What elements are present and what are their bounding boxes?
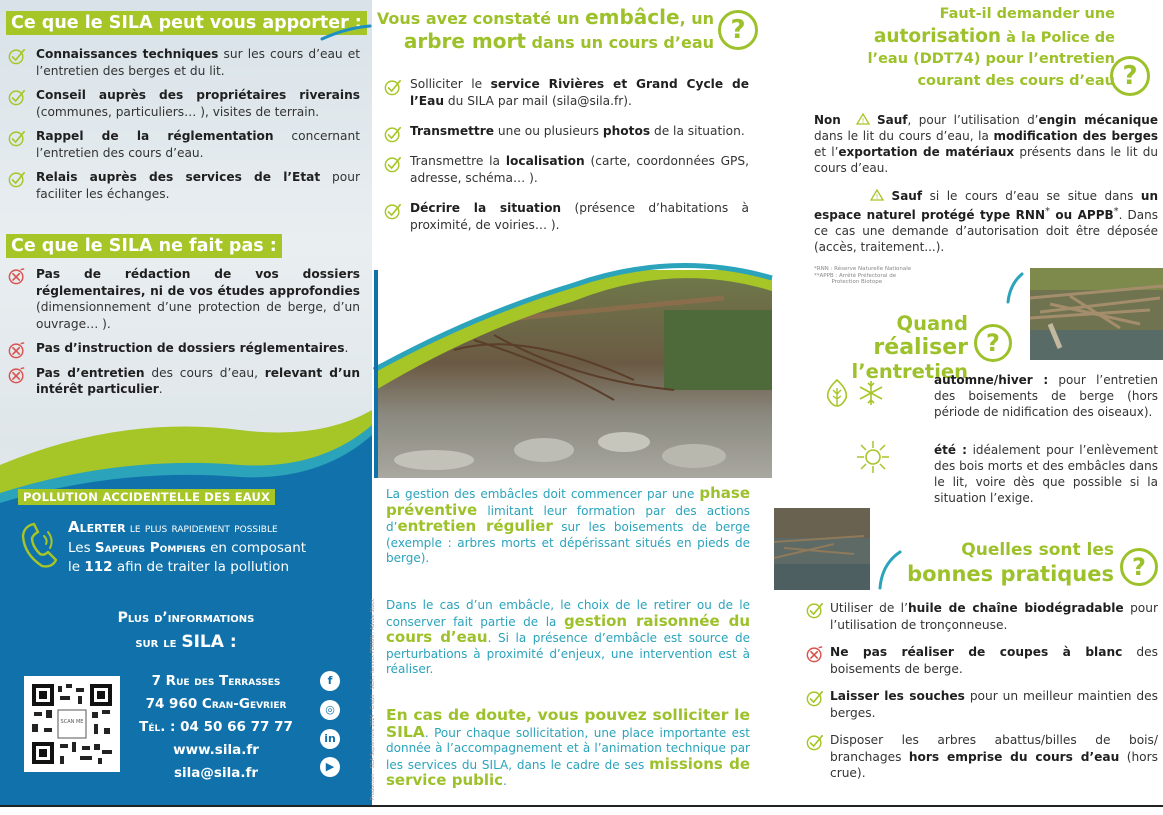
header-sila-cannot: Ce que le SILA ne fait pas : [6, 234, 282, 258]
authorisation-title: Faut-il demander une autorisation à la Police de l’eau (DDT74) pour l’entretien courant des cours d’eau [867, 6, 1115, 89]
river-debris-photo [774, 508, 870, 590]
svg-text:!: ! [861, 117, 865, 125]
leaf-icon [824, 378, 850, 408]
check-icon [8, 47, 26, 65]
check-icon [8, 88, 26, 106]
question-mark-icon: ? [1110, 56, 1150, 96]
practices-list [806, 600, 1158, 793]
list-item: Transmettre une ou plusieurs photos de la situation. [384, 123, 749, 140]
list-sila-can [8, 46, 360, 210]
check-icon [806, 689, 824, 707]
check-icon [384, 155, 402, 173]
check-icon [384, 78, 402, 96]
cross-icon [8, 341, 26, 359]
qr-code[interactable] [24, 676, 120, 772]
decorative-swoosh-icon [320, 24, 372, 42]
summer-text: été : idéalement pour l’enlèvement des bois morts et des embâcles dans le lit, voire dès que possible si la situation l’exige. [934, 443, 1158, 505]
list-item: Rappel de la réglementation concernant l’entretien des cours d’eau. [8, 128, 360, 161]
check-icon [8, 170, 26, 188]
instagram-icon[interactable]: ◎ [320, 700, 340, 720]
warning-icon [856, 113, 870, 125]
embacle-title: Vous avez constaté un embâcle, un arbre mort dans un cours d’eau [376, 5, 714, 53]
when-title: Quand réaliser l’entretien [851, 312, 968, 383]
phone-number: Tél. : 04 50 66 77 77 [139, 719, 293, 735]
header-sila-can: Ce que le SILA peut vous apporter : [6, 11, 367, 35]
decorative-swoosh-icon [1004, 272, 1026, 306]
list-item: Disposer les arbres abattus/billes de bois/ branchages hors emprise du cours d’eau (hors crue). [806, 732, 1158, 782]
check-icon [8, 129, 26, 147]
qr-scan-label: SCAN ME [60, 719, 84, 725]
contact-address: 7 Rue des Terrasses 74 960 Cran-Gevrier Tél. : 04 50 66 77 77 www.sila.fr sila@sila.fr [116, 670, 316, 785]
winter-text: automne/hiver : pour l’entretien des boisements de berge (hors période de nidification des oiseaux). [934, 373, 1158, 419]
list-item: Connaissances techniques sur les cours d’eau et l’entretien des berges et du lit. [8, 46, 360, 79]
snowflake-icon [858, 380, 884, 406]
check-icon [806, 601, 824, 619]
linkedin-icon[interactable]: in [320, 729, 340, 749]
list-item: Solliciter le service Rivières et Grand Cycle de l’Eau du SILA par mail (sila@sila.fr). [384, 76, 749, 110]
sun-icon [856, 440, 890, 474]
question-mark-icon: ? [1120, 548, 1158, 586]
list-item: Pas d’instruction de dossiers réglementaires. [8, 340, 360, 357]
cross-icon [8, 366, 26, 384]
list-item: Relais auprès des services de l’Etat pour faciliter les échanges. [8, 169, 360, 202]
youtube-icon[interactable]: ▶ [320, 757, 340, 777]
decorative-swoosh-icon [874, 548, 904, 592]
river-embacle-photo [374, 270, 772, 478]
pollution-title: POLLUTION ACCIDENTELLE DES EAUX [18, 489, 275, 505]
question-mark-icon: ? [718, 10, 758, 50]
embacle-steps-list [384, 76, 749, 247]
email-link[interactable]: sila@sila.fr [174, 765, 258, 781]
list-item: Pas de rédaction de vos dossiers réglementaires, ni de vos études approfondies (dimensionnement d’une protection de berge, d’un ouvrage… ). [8, 266, 360, 332]
panel-embacle [370, 0, 772, 805]
cross-icon [806, 645, 824, 663]
warning-icon [870, 189, 884, 201]
prevention-paragraph: La gestion des embâcles doit commencer par une phase préventive limitant leur formation par des actions d’entretien régulier sur les boisements de berge (exemple : arbres morts et dépérissant situés en pieds de berge). [386, 484, 750, 565]
list-item: Ne pas réaliser de coupes à blanc des boisements de berge. [806, 644, 1158, 677]
authorisation-exception: ! Sauf si le cours d’eau se situe dans un espace naturel protégé type RNN* ou APPB*. Dans ce cas une demande d’autorisation doit être déposée (accès, traitement...). [814, 189, 1158, 254]
list-sila-cannot [8, 266, 360, 406]
production-credit: Production : SILA Septembre 2024 · Crédit : SILA / Yannick PERRIN / Adobe Stock [370, 598, 376, 800]
more-info-title: Plus d’informations [117, 610, 255, 626]
list-item: Laisser les souches pour un meilleur maintien des berges. [806, 688, 1158, 721]
contact-paragraph: En cas de doute, vous pouvez solliciter le SILA. Pour chaque sollicitation, une place importante est donnée à l’accompagnement et à l’animation technique par les services du SILA, dans le cadre de ses missions de service public. [386, 706, 750, 789]
list-item: Conseil auprès des propriétaires riverains (communes, particuliers… ), visites de terrain. [8, 87, 360, 120]
list-item: Pas d’entretien des cours d’eau, relevant d’un intérêt particulier. [8, 365, 360, 398]
qr-code-pattern [32, 684, 112, 764]
list-item: Utiliser de l’huile de chaîne biodégradable pour l’utilisation de tronçonneuse. [806, 600, 1158, 633]
footnote: *RNN : Réserve Naturelle Nationale **APPB : Arrêté Préfectoral de Protection Biotope [814, 266, 912, 285]
management-paragraph: Dans le cas d’un embâcle, le choix de le retirer ou de le conserver fait partie de la gestion raisonnée du cours d’eau. Si la présence d’embâcle est source de perturbations à proximité d’enjeux, une intervention est à réaliser. [386, 598, 751, 676]
svg-text:!: ! [875, 193, 879, 201]
check-icon [384, 125, 402, 143]
cross-icon [8, 267, 26, 285]
log-jam-photo [1030, 268, 1163, 360]
facebook-icon[interactable]: f [320, 671, 340, 691]
phone-icon [20, 520, 62, 570]
panel-sila-services [0, 0, 372, 805]
pollution-alert: Alerter le plus rapidement possible Les Sapeurs Pompiers en composant le 112 afin de traiter la pollution [68, 518, 307, 575]
authorisation-answer: Non ! Sauf, pour l’utilisation d’engin mécanique dans le lit du cours d’eau, la modification des berges et l’exportation de matériaux présents dans le lit du cours d’eau. [814, 113, 1158, 175]
website-link[interactable]: www.sila.fr [173, 742, 259, 758]
practices-title: Quelles sont les bonnes pratiques [907, 540, 1114, 586]
panel-authorisation [774, 0, 1163, 805]
check-icon [806, 733, 824, 751]
list-item: Transmettre la localisation (carte, coordonnées GPS, adresse, schéma… ). [384, 153, 749, 187]
check-icon [384, 202, 402, 220]
question-mark-icon: ? [974, 324, 1012, 362]
page-bottom-border [0, 805, 1163, 807]
list-item: Décrire la situation (présence d’habitations à proximité, de voiries… ). [384, 200, 749, 234]
more-info-subtitle: sur le SILA : [135, 632, 237, 652]
